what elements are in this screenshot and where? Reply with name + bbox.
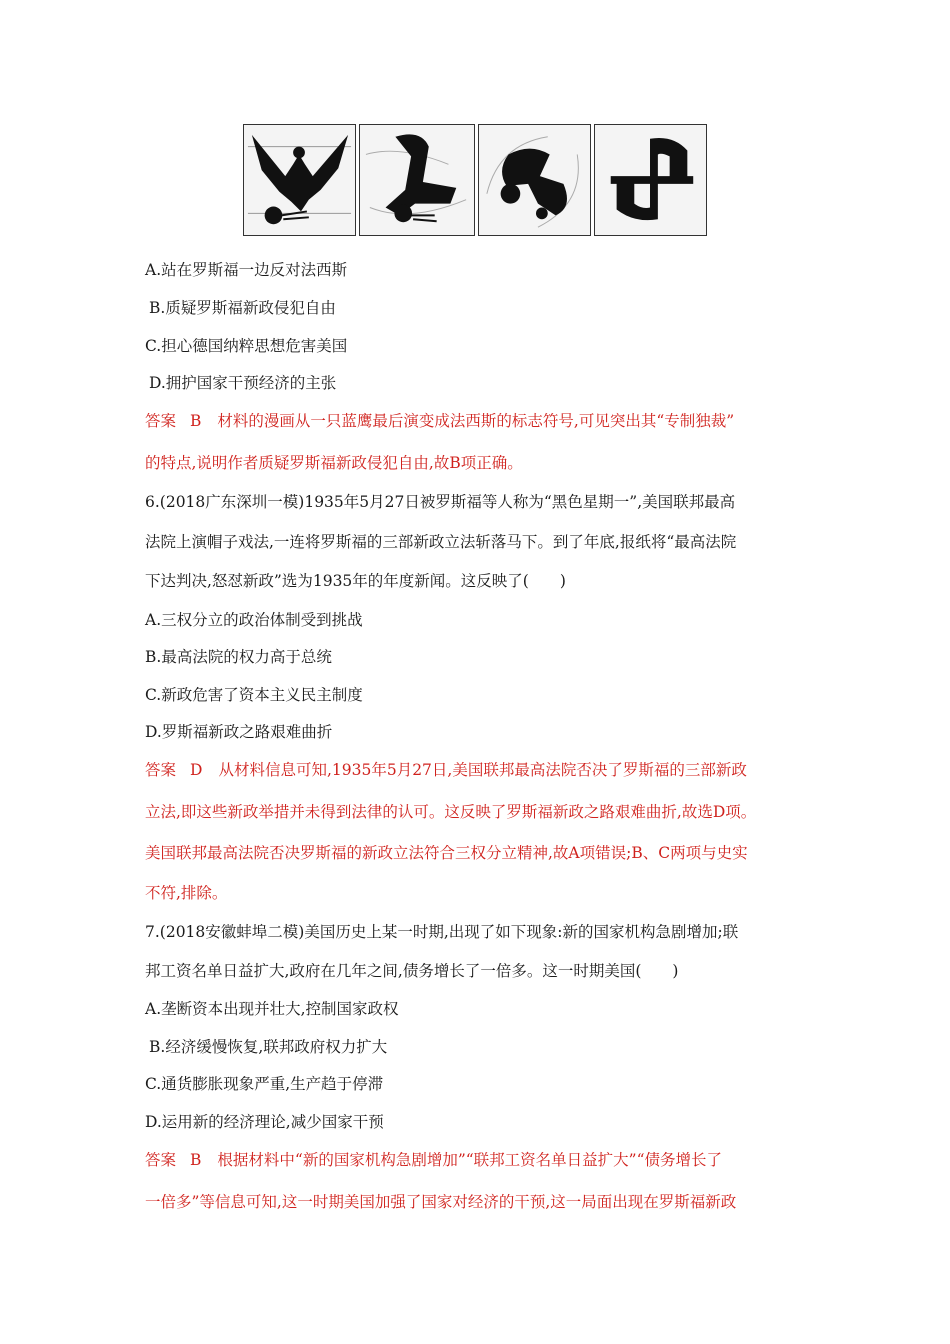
q6-answer-key: D — [190, 761, 203, 779]
q7-stem-line-1: 7.(2018安徽蚌埠二模)美国历史上某一时期,出现了如下现象:新的国家机构急剧增加;联 — [145, 923, 739, 941]
eagle-curling-icon — [478, 124, 591, 236]
q6-option-b: B.最高法院的权力高于总统 — [145, 648, 332, 666]
q6-stem-line-3: 下达判决,怒怼新政”选为1935年的年度新闻。这反映了( ) — [145, 572, 566, 590]
q7-option-c: C.通货膨胀现象严重,生产趋于停滞 — [145, 1075, 384, 1093]
q5-option-b: B.质疑罗斯福新政侵犯自由 — [149, 299, 336, 317]
q5-option-a: A.站在罗斯福一边反对法西斯 — [145, 261, 348, 279]
eagle-turning-icon — [359, 124, 475, 236]
q6-answer-text-1: 从材料信息可知,1935年5月27日,美国联邦最高法院否决了罗斯福的三部新政 — [218, 761, 747, 779]
q7-answer-line-2: 一倍多”等信息可知,这一时期美国加强了国家对经济的干预,这一局面出现在罗斯福新政 — [145, 1193, 737, 1211]
q5-answer-line-1 — [145, 411, 734, 431]
cartoon-strip — [243, 124, 707, 238]
q6-answer-label: 答案 — [145, 761, 177, 779]
q5-answer-key: B — [190, 412, 202, 430]
q6-stem-line-1: 6.(2018广东深圳一模)1935年5月27日被罗斯福等人称为“黑色星期一”,美国联邦最高 — [145, 493, 736, 511]
q5-option-d: D.拥护国家干预经济的主张 — [149, 374, 337, 392]
q6-option-a: A.三权分立的政治体制受到挑战 — [145, 611, 363, 629]
eagle-icon — [243, 124, 356, 236]
q7-option-b: B.经济缓慢恢复,联邦政府权力扩大 — [149, 1038, 388, 1056]
q5-answer-label: 答案 — [145, 412, 177, 430]
q6-answer-line-3: 美国联邦最高法院否决罗斯福的新政立法符合三权分立精神,故A项错误;B、C两项与史实 — [145, 844, 748, 862]
q7-answer-text-1: 根据材料中“新的国家机构急剧增加”“联邦工资名单日益扩大”“债务增长了 — [217, 1151, 723, 1169]
swastika-icon — [594, 124, 707, 236]
q7-option-d: D.运用新的经济理论,减少国家干预 — [145, 1113, 384, 1131]
q5-answer-line-2: 的特点,说明作者质疑罗斯福新政侵犯自由,故B项正确。 — [145, 454, 523, 472]
q7-option-a: A.垄断资本出现并壮大,控制国家政权 — [145, 1000, 399, 1018]
q7-stem-line-2: 邦工资名单日益扩大,政府在几年之间,债务增长了一倍多。这一时期美国( ) — [145, 962, 679, 980]
q5-option-c: C.担心德国纳粹思想危害美国 — [145, 337, 348, 355]
q6-option-c: C.新政危害了资本主义民主制度 — [145, 686, 363, 704]
q6-answer-line-1 — [145, 760, 747, 780]
q7-answer-line-1 — [145, 1150, 722, 1170]
q6-stem-line-2: 法院上演帽子戏法,一连将罗斯福的三部新政立法斩落马下。到了年底,报纸将“最高法院 — [145, 533, 737, 551]
q5-answer-text-1: 材料的漫画从一只蓝鹰最后演变成法西斯的标志符号,可见突出其“专制独裁” — [217, 412, 735, 430]
q7-answer-label: 答案 — [145, 1151, 177, 1169]
q6-answer-line-4: 不符,排除。 — [145, 884, 228, 902]
q6-answer-line-2: 立法,即这些新政举措并未得到法律的认可。这反映了罗斯福新政之路艰难曲折,故选D项。 — [145, 803, 757, 821]
q6-option-d: D.罗斯福新政之路艰难曲折 — [145, 723, 333, 741]
q7-answer-key: B — [190, 1151, 202, 1169]
